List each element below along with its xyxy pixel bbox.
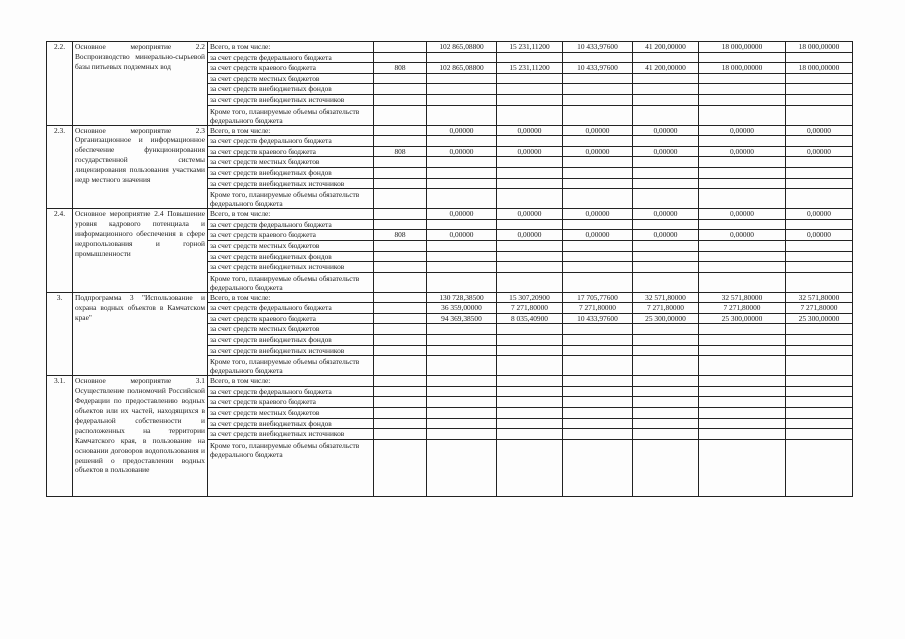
amount-cell <box>633 439 699 496</box>
funding-source: за счет средств федерального бюджета <box>208 303 374 314</box>
amount-cell <box>633 386 699 397</box>
row-number: 2.3. <box>47 125 73 209</box>
amount-cell: 0,00000 <box>563 146 633 157</box>
budget-code <box>374 418 427 429</box>
amount-cell: 0,00000 <box>699 146 786 157</box>
amount-cell <box>699 418 786 429</box>
amount-cell: 102 865,08800 <box>427 42 497 53</box>
amount-cell: 0,00000 <box>633 146 699 157</box>
amount-cell <box>633 105 699 125</box>
funding-source: за счет средств внебюджетных фондов <box>208 167 374 178</box>
row-number: 2.4. <box>47 209 73 293</box>
amount-cell <box>699 105 786 125</box>
funding-source: за счет средств федерального бюджета <box>208 219 374 230</box>
funding-source: Всего, в том числе: <box>208 209 374 220</box>
amount-cell <box>497 94 563 105</box>
amount-cell <box>786 84 853 95</box>
funding-source: за счет средств внебюджетных источников <box>208 262 374 273</box>
budget-code <box>374 136 427 147</box>
activity-name: Основное мероприятие 2.4 Повышение уровня кадрового потенциала и информационного обеспечения в сфере недропользования и горной промышленности <box>73 209 208 293</box>
amount-cell <box>699 73 786 84</box>
budget-code <box>374 313 427 324</box>
budget-code <box>374 439 427 496</box>
amount-cell <box>699 376 786 387</box>
amount-cell <box>563 219 633 230</box>
amount-cell <box>427 105 497 125</box>
budget-code <box>374 356 427 376</box>
funding-source: за счет средств местных бюджетов <box>208 73 374 84</box>
funding-source: за счет средств внебюджетных источников <box>208 94 374 105</box>
amount-cell <box>786 324 853 335</box>
budget-code <box>374 42 427 53</box>
amount-cell: 0,00000 <box>699 230 786 241</box>
funding-source: за счет средств федерального бюджета <box>208 136 374 147</box>
amount-cell <box>563 240 633 251</box>
amount-cell <box>563 189 633 209</box>
amount-cell <box>427 324 497 335</box>
amount-cell <box>633 73 699 84</box>
funding-source: Кроме того, планируемые объемы обязательств федерального бюджета <box>208 189 374 209</box>
amount-cell <box>427 136 497 147</box>
funding-source: за счет средств федерального бюджета <box>208 386 374 397</box>
amount-cell <box>497 219 563 230</box>
amount-cell <box>497 356 563 376</box>
amount-cell <box>633 219 699 230</box>
amount-cell: 17 705,77600 <box>563 292 633 303</box>
amount-cell <box>497 386 563 397</box>
amount-cell <box>563 439 633 496</box>
amount-cell <box>699 52 786 63</box>
amount-cell <box>427 52 497 63</box>
amount-cell: 102 865,08800 <box>427 63 497 74</box>
amount-cell <box>786 105 853 125</box>
amount-cell <box>563 345 633 356</box>
amount-cell: 18 000,00000 <box>786 42 853 53</box>
amount-cell <box>427 167 497 178</box>
amount-cell <box>633 157 699 168</box>
amount-cell <box>497 408 563 419</box>
amount-cell: 0,00000 <box>786 230 853 241</box>
funding-source: за счет средств внебюджетных источников <box>208 178 374 189</box>
amount-cell <box>427 262 497 273</box>
amount-cell <box>633 189 699 209</box>
amount-cell <box>786 189 853 209</box>
amount-cell <box>633 429 699 440</box>
amount-cell <box>427 240 497 251</box>
amount-cell <box>497 262 563 273</box>
amount-cell <box>786 157 853 168</box>
amount-cell <box>427 439 497 496</box>
amount-cell <box>497 272 563 292</box>
amount-cell: 0,00000 <box>786 209 853 220</box>
amount-cell <box>563 251 633 262</box>
amount-cell: 0,00000 <box>633 125 699 136</box>
amount-cell <box>563 167 633 178</box>
amount-cell <box>699 136 786 147</box>
budget-table-body <box>47 42 853 497</box>
amount-cell <box>497 251 563 262</box>
amount-cell <box>699 178 786 189</box>
budget-code <box>374 335 427 346</box>
amount-cell <box>699 345 786 356</box>
amount-cell <box>497 136 563 147</box>
amount-cell: 7 271,80000 <box>699 303 786 314</box>
amount-cell <box>633 167 699 178</box>
amount-cell: 32 571,80000 <box>633 292 699 303</box>
funding-source: Всего, в том числе: <box>208 42 374 53</box>
amount-cell <box>786 167 853 178</box>
budget-code <box>374 157 427 168</box>
amount-cell: 0,00000 <box>786 125 853 136</box>
amount-cell <box>633 178 699 189</box>
funding-source: Кроме того, планируемые объемы обязательств федерального бюджета <box>208 356 374 376</box>
amount-cell <box>633 262 699 273</box>
amount-cell <box>633 376 699 387</box>
amount-cell <box>786 418 853 429</box>
amount-cell: 10 433,97600 <box>563 313 633 324</box>
amount-cell: 15 307,20900 <box>497 292 563 303</box>
amount-cell: 94 369,38500 <box>427 313 497 324</box>
amount-cell <box>497 157 563 168</box>
amount-cell <box>427 272 497 292</box>
amount-cell <box>563 376 633 387</box>
amount-cell: 0,00000 <box>497 125 563 136</box>
funding-source: за счет средств внебюджетных источников <box>208 345 374 356</box>
budget-code: 808 <box>374 146 427 157</box>
amount-cell: 7 271,80000 <box>563 303 633 314</box>
row-number: 3.1. <box>47 376 73 497</box>
amount-cell <box>699 335 786 346</box>
amount-cell: 0,00000 <box>699 125 786 136</box>
funding-source: за счет средств внебюджетных фондов <box>208 418 374 429</box>
amount-cell: 0,00000 <box>427 125 497 136</box>
amount-cell <box>699 429 786 440</box>
amount-cell: 0,00000 <box>786 146 853 157</box>
amount-cell <box>699 167 786 178</box>
amount-cell <box>563 418 633 429</box>
amount-cell <box>497 84 563 95</box>
amount-cell <box>633 356 699 376</box>
budget-code <box>374 292 427 303</box>
amount-cell <box>786 73 853 84</box>
budget-code <box>374 167 427 178</box>
budget-code <box>374 303 427 314</box>
amount-cell <box>427 397 497 408</box>
amount-cell <box>497 324 563 335</box>
amount-cell <box>786 386 853 397</box>
funding-source: за счет средств местных бюджетов <box>208 408 374 419</box>
funding-source: за счет средств краевого бюджета <box>208 397 374 408</box>
amount-cell <box>633 408 699 419</box>
row-number: 3. <box>47 292 73 376</box>
amount-cell <box>563 105 633 125</box>
funding-source: за счет средств местных бюджетов <box>208 240 374 251</box>
amount-cell <box>633 345 699 356</box>
activity-name: Основное мероприятие 2.2 Воспроизводство минерально-сырьевой базы питьевых подземных вод <box>73 42 208 126</box>
budget-code <box>374 105 427 125</box>
amount-cell <box>699 262 786 273</box>
amount-cell <box>497 418 563 429</box>
budget-code <box>374 376 427 387</box>
amount-cell <box>699 189 786 209</box>
funding-source: за счет средств местных бюджетов <box>208 324 374 335</box>
amount-cell <box>497 397 563 408</box>
budget-code <box>374 52 427 63</box>
amount-cell <box>786 356 853 376</box>
amount-cell <box>563 272 633 292</box>
amount-cell: 7 271,80000 <box>786 303 853 314</box>
amount-cell <box>497 105 563 125</box>
budget-code <box>374 219 427 230</box>
funding-source: за счет средств внебюджетных фондов <box>208 335 374 346</box>
amount-cell <box>563 397 633 408</box>
amount-cell <box>497 189 563 209</box>
amount-cell <box>699 324 786 335</box>
amount-cell <box>786 397 853 408</box>
amount-cell <box>699 272 786 292</box>
amount-cell <box>633 418 699 429</box>
funding-source: Всего, в том числе: <box>208 125 374 136</box>
amount-cell <box>427 429 497 440</box>
amount-cell <box>563 94 633 105</box>
amount-cell: 0,00000 <box>497 230 563 241</box>
amount-cell: 7 271,80000 <box>497 303 563 314</box>
amount-cell: 18 000,00000 <box>699 63 786 74</box>
funding-source: за счет средств внебюджетных источников <box>208 429 374 440</box>
amount-cell <box>633 94 699 105</box>
amount-cell <box>699 251 786 262</box>
amount-cell <box>497 52 563 63</box>
amount-cell <box>699 157 786 168</box>
amount-cell <box>427 418 497 429</box>
amount-cell: 41 200,00000 <box>633 63 699 74</box>
amount-cell: 25 300,00000 <box>633 313 699 324</box>
amount-cell <box>427 386 497 397</box>
amount-cell <box>427 376 497 387</box>
amount-cell <box>427 335 497 346</box>
amount-cell <box>699 397 786 408</box>
budget-code <box>374 73 427 84</box>
table-row <box>47 376 853 387</box>
amount-cell <box>786 219 853 230</box>
amount-cell: 15 231,11200 <box>497 42 563 53</box>
amount-cell <box>786 345 853 356</box>
amount-cell: 41 200,00000 <box>633 42 699 53</box>
amount-cell <box>427 189 497 209</box>
amount-cell: 0,00000 <box>633 230 699 241</box>
amount-cell <box>633 397 699 408</box>
funding-source: Всего, в том числе: <box>208 292 374 303</box>
amount-cell: 0,00000 <box>427 209 497 220</box>
amount-cell: 0,00000 <box>497 146 563 157</box>
funding-source: за счет средств внебюджетных фондов <box>208 84 374 95</box>
amount-cell <box>786 240 853 251</box>
amount-cell: 18 000,00000 <box>786 63 853 74</box>
budget-code <box>374 209 427 220</box>
amount-cell: 0,00000 <box>563 209 633 220</box>
budget-code <box>374 272 427 292</box>
amount-cell: 15 231,11200 <box>497 63 563 74</box>
budget-table <box>46 41 853 497</box>
amount-cell <box>497 345 563 356</box>
amount-cell <box>563 408 633 419</box>
funding-source: за счет средств краевого бюджета <box>208 230 374 241</box>
amount-cell <box>427 345 497 356</box>
amount-cell <box>497 240 563 251</box>
amount-cell <box>633 335 699 346</box>
amount-cell <box>497 178 563 189</box>
funding-source: за счет средств федерального бюджета <box>208 52 374 63</box>
amount-cell: 25 300,00000 <box>699 313 786 324</box>
budget-code <box>374 386 427 397</box>
amount-cell <box>427 251 497 262</box>
amount-cell <box>633 324 699 335</box>
budget-code: 808 <box>374 63 427 74</box>
table-row <box>47 292 853 303</box>
amount-cell <box>786 136 853 147</box>
amount-cell <box>563 52 633 63</box>
amount-cell <box>427 356 497 376</box>
activity-name: Подпрограмма 3 "Использование и охрана водных объектов в Камчатском крае" <box>73 292 208 376</box>
amount-cell <box>563 157 633 168</box>
amount-cell: 10 433,97600 <box>563 42 633 53</box>
amount-cell <box>427 408 497 419</box>
funding-source: за счет средств краевого бюджета <box>208 313 374 324</box>
funding-source: Кроме того, планируемые объемы обязательств федерального бюджета <box>208 439 374 496</box>
budget-code: 808 <box>374 230 427 241</box>
row-number: 2.2. <box>47 42 73 126</box>
amount-cell: 8 035,40900 <box>497 313 563 324</box>
amount-cell <box>427 84 497 95</box>
amount-cell <box>786 262 853 273</box>
amount-cell: 0,00000 <box>497 209 563 220</box>
amount-cell <box>633 84 699 95</box>
amount-cell: 0,00000 <box>427 230 497 241</box>
amount-cell <box>563 335 633 346</box>
budget-code <box>374 262 427 273</box>
amount-cell: 7 271,80000 <box>633 303 699 314</box>
table-row <box>47 42 853 53</box>
amount-cell <box>427 157 497 168</box>
amount-cell: 25 300,00000 <box>786 313 853 324</box>
amount-cell <box>699 94 786 105</box>
amount-cell: 0,00000 <box>563 230 633 241</box>
budget-code <box>374 178 427 189</box>
amount-cell <box>563 324 633 335</box>
amount-cell: 32 571,80000 <box>699 292 786 303</box>
amount-cell <box>563 262 633 273</box>
funding-source: Кроме того, планируемые объемы обязательств федерального бюджета <box>208 105 374 125</box>
amount-cell <box>633 251 699 262</box>
amount-cell <box>497 73 563 84</box>
amount-cell <box>633 272 699 292</box>
amount-cell <box>497 167 563 178</box>
funding-source: за счет средств местных бюджетов <box>208 157 374 168</box>
amount-cell <box>563 136 633 147</box>
amount-cell <box>633 52 699 63</box>
amount-cell <box>633 240 699 251</box>
amount-cell <box>699 408 786 419</box>
amount-cell: 36 359,00000 <box>427 303 497 314</box>
amount-cell <box>497 376 563 387</box>
amount-cell: 32 571,80000 <box>786 292 853 303</box>
amount-cell <box>699 356 786 376</box>
activity-name: Основное мероприятие 3.1 Осуществление полномочий Российской Федерации по предоставлению водных объектов или их частей, находящихся в федеральной собственности и расположенных на территории Камчатского края, в пользование на основании договоров водопользования и решений о предоставлении водных объектов в пользование <box>73 376 208 497</box>
budget-code <box>374 345 427 356</box>
amount-cell <box>633 136 699 147</box>
amount-cell <box>786 335 853 346</box>
amount-cell: 0,00000 <box>427 146 497 157</box>
budget-code <box>374 324 427 335</box>
budget-code <box>374 84 427 95</box>
budget-code <box>374 429 427 440</box>
amount-cell <box>699 219 786 230</box>
amount-cell <box>563 386 633 397</box>
amount-cell <box>786 178 853 189</box>
amount-cell <box>497 335 563 346</box>
funding-source: за счет средств внебюджетных фондов <box>208 251 374 262</box>
amount-cell <box>427 178 497 189</box>
amount-cell: 0,00000 <box>699 209 786 220</box>
funding-source: Всего, в том числе: <box>208 376 374 387</box>
amount-cell <box>427 73 497 84</box>
amount-cell <box>786 251 853 262</box>
amount-cell <box>786 272 853 292</box>
amount-cell <box>786 439 853 496</box>
amount-cell <box>563 356 633 376</box>
amount-cell <box>563 73 633 84</box>
amount-cell <box>497 439 563 496</box>
budget-code <box>374 397 427 408</box>
amount-cell <box>699 240 786 251</box>
amount-cell <box>427 94 497 105</box>
amount-cell: 0,00000 <box>563 125 633 136</box>
budget-code <box>374 189 427 209</box>
amount-cell <box>786 376 853 387</box>
amount-cell <box>497 429 563 440</box>
budget-code <box>374 251 427 262</box>
table-row <box>47 125 853 136</box>
amount-cell: 0,00000 <box>633 209 699 220</box>
amount-cell: 10 433,97600 <box>563 63 633 74</box>
funding-source: за счет средств краевого бюджета <box>208 63 374 74</box>
amount-cell <box>699 84 786 95</box>
amount-cell <box>786 408 853 419</box>
amount-cell <box>699 439 786 496</box>
budget-code <box>374 240 427 251</box>
amount-cell <box>563 429 633 440</box>
funding-source: Кроме того, планируемые объемы обязательств федерального бюджета <box>208 272 374 292</box>
amount-cell <box>699 386 786 397</box>
amount-cell <box>563 178 633 189</box>
amount-cell: 18 000,00000 <box>699 42 786 53</box>
amount-cell <box>786 52 853 63</box>
amount-cell <box>563 84 633 95</box>
budget-code <box>374 125 427 136</box>
budget-code <box>374 408 427 419</box>
amount-cell: 130 728,38500 <box>427 292 497 303</box>
amount-cell <box>786 429 853 440</box>
funding-source: за счет средств краевого бюджета <box>208 146 374 157</box>
activity-name: Основное мероприятие 2.3 Организационное и информационное обеспечение функционирования государственной системы лицензирования пользования участками недр местного значения <box>73 125 208 209</box>
amount-cell <box>786 94 853 105</box>
amount-cell <box>427 219 497 230</box>
budget-code <box>374 94 427 105</box>
table-row <box>47 209 853 220</box>
